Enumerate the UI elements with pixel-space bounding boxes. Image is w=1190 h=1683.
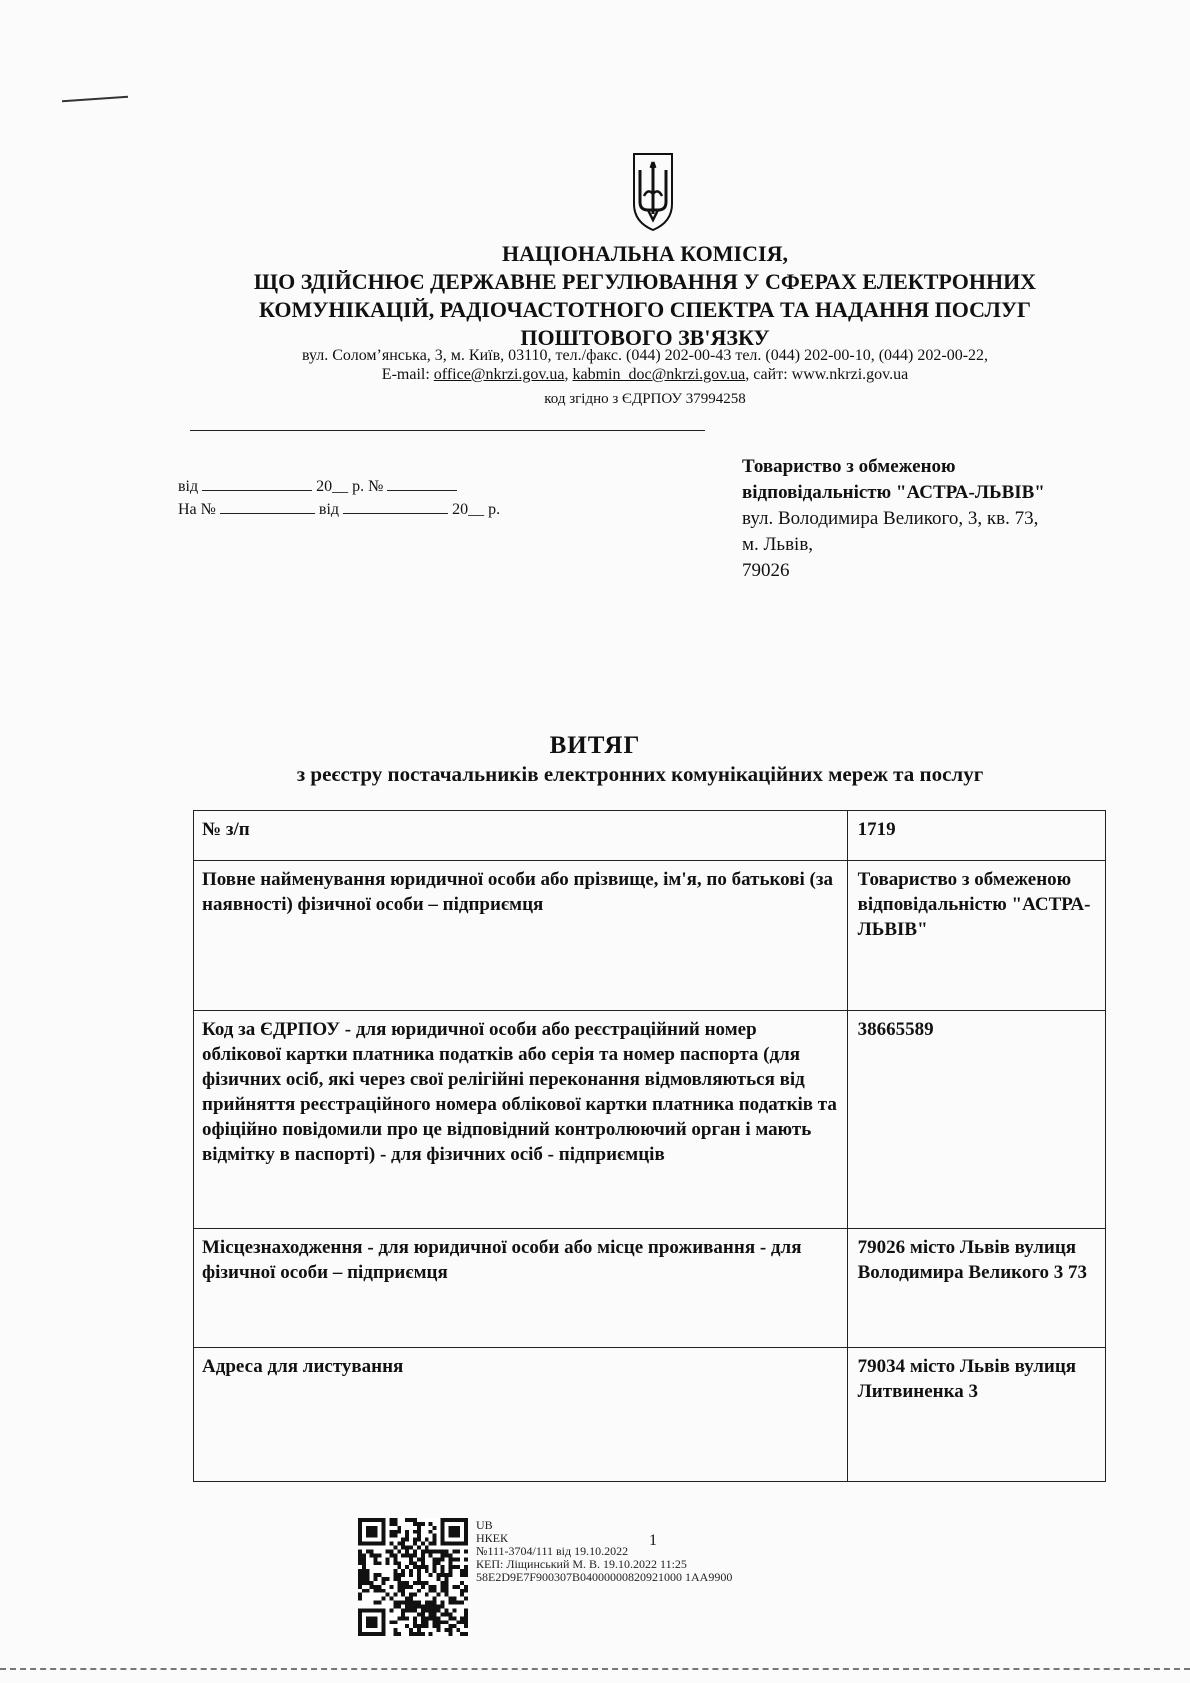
org-name-line: ЩО ЗДІЙСНЮЄ ДЕРЖАВНЕ РЕГУЛЮВАННЯ У СФЕРАХ ЕЛЕКТРОННИХ bbox=[253, 269, 1037, 294]
row-value: 79034 місто Львів вулиця Литвиненка 3 bbox=[847, 1348, 1105, 1482]
table-row bbox=[194, 1348, 1106, 1482]
row-value: 38665589 bbox=[847, 1011, 1105, 1229]
email-line bbox=[190, 365, 1100, 384]
table-row bbox=[194, 1011, 1106, 1229]
date-blank bbox=[202, 476, 312, 491]
signature-line: UB bbox=[476, 1518, 493, 1532]
digital-signature-stamp bbox=[476, 1519, 732, 1584]
contacts-block bbox=[190, 346, 1100, 384]
scan-edge-line bbox=[0, 1668, 1190, 1670]
org-name-line: ПОШТОВОГО ЗВ'ЯЗКУ bbox=[520, 325, 770, 350]
from-label: від bbox=[178, 478, 199, 495]
separator-line bbox=[190, 430, 705, 431]
row-label: Код за ЄДРПОУ - для юридичної особи або реєстраційний номер облікової картки платника податків або серія та номер паспорта (для фізичних осіб, які через свої релігійні переконання відмовляються від прийняття реєстраційного номера облікової картки платника податків та офіційно повідомили про це відповідний контролюючий орган і мають відмітку в паспорті) - для фізичних осіб - підприємців bbox=[194, 1011, 848, 1229]
org-name-line: КОМУНІКАЦІЙ, РАДІОЧАСТОТНОГО СПЕКТРА ТА НАДАННЯ ПОСЛУГ bbox=[258, 297, 1032, 322]
recipient-line: відповідальністю "АСТРА-ЛЬВІВ" bbox=[742, 482, 1045, 503]
row-label: Адреса для листування bbox=[194, 1348, 848, 1482]
document-subtitle: з реєстру постачальників електронних комунікаційних мереж та послуг bbox=[296, 762, 984, 786]
scan-mark bbox=[62, 96, 128, 103]
registration-line-outgoing bbox=[178, 476, 457, 496]
ref-label: На № bbox=[178, 501, 216, 518]
ref-number-blank bbox=[220, 499, 315, 514]
address-line: вул. Солом’янська, 3, м. Київ, 03110, тел./факс. (044) 202-00-43 тел. (044) 202-00-10, (044) 202-00-22, bbox=[301, 347, 989, 364]
year-label-2: 20__ р. bbox=[452, 501, 501, 518]
qr-code-icon bbox=[357, 1518, 469, 1636]
registration-line-incoming bbox=[178, 499, 500, 519]
row-label: Повне найменування юридичної особи або прізвище, ім'я, по батькові (за наявності) фізичної особи – підприємця bbox=[194, 861, 848, 1011]
row-label: № з/п bbox=[194, 811, 848, 861]
row-value: 79026 місто Львів вулиця Володимира Великого 3 73 bbox=[847, 1229, 1105, 1348]
page-number: 1 bbox=[649, 1532, 657, 1549]
number-blank bbox=[387, 476, 457, 491]
recipient-line: м. Львів, bbox=[742, 534, 814, 555]
coat-of-arms-icon bbox=[630, 152, 676, 232]
edrpou-code: код згідно з ЄДРПОУ 37994258 bbox=[544, 391, 746, 407]
row-value: 1719 bbox=[847, 811, 1105, 861]
registry-table bbox=[193, 810, 1106, 1482]
row-value: Товариство з обмеженою відповідальністю "АСТРА-ЛЬВІВ" bbox=[847, 861, 1105, 1011]
email-link-kabmin[interactable]: kabmin_doc@nkrzi.gov.ua bbox=[572, 366, 746, 383]
ref-date-blank bbox=[343, 499, 448, 514]
document-title: ВИТЯГ bbox=[549, 732, 641, 759]
email-link-office[interactable]: office@nkrzi.gov.ua bbox=[433, 366, 565, 383]
email-prefix: E-mail: bbox=[381, 366, 434, 383]
recipient-line: Товариство з обмеженою bbox=[742, 456, 956, 477]
year-number-label: 20__ р. № bbox=[316, 478, 384, 495]
signature-line: НКЕК bbox=[476, 1531, 509, 1545]
org-name-line: НАЦІОНАЛЬНА КОМІСІЯ, bbox=[502, 241, 788, 266]
table-row bbox=[194, 811, 1106, 861]
recipient-line: 79026 bbox=[742, 560, 790, 581]
from-label-2: від bbox=[318, 501, 340, 518]
recipient-block bbox=[742, 454, 1122, 584]
row-label: Місцезнаходження - для юридичної особи або місце проживання - для фізичної особи – підприємця bbox=[194, 1229, 848, 1348]
email-separator: , bbox=[564, 366, 573, 383]
recipient-line: вул. Володимира Великого, 3, кв. 73, bbox=[742, 508, 1039, 529]
signature-line: КЕП: Ліщинський М. В. 19.10.2022 11:25 bbox=[476, 1557, 687, 1571]
website-text: , сайт: www.nkrzi.gov.ua bbox=[745, 366, 909, 383]
table-row bbox=[194, 1229, 1106, 1348]
table-row bbox=[194, 861, 1106, 1011]
signature-line: 58E2D9E7F900307B04000000820921000 1AA9900 bbox=[476, 1570, 733, 1584]
organization-name bbox=[190, 240, 1100, 352]
signature-line: №111-3704/111 від 19.10.2022 bbox=[476, 1544, 629, 1558]
